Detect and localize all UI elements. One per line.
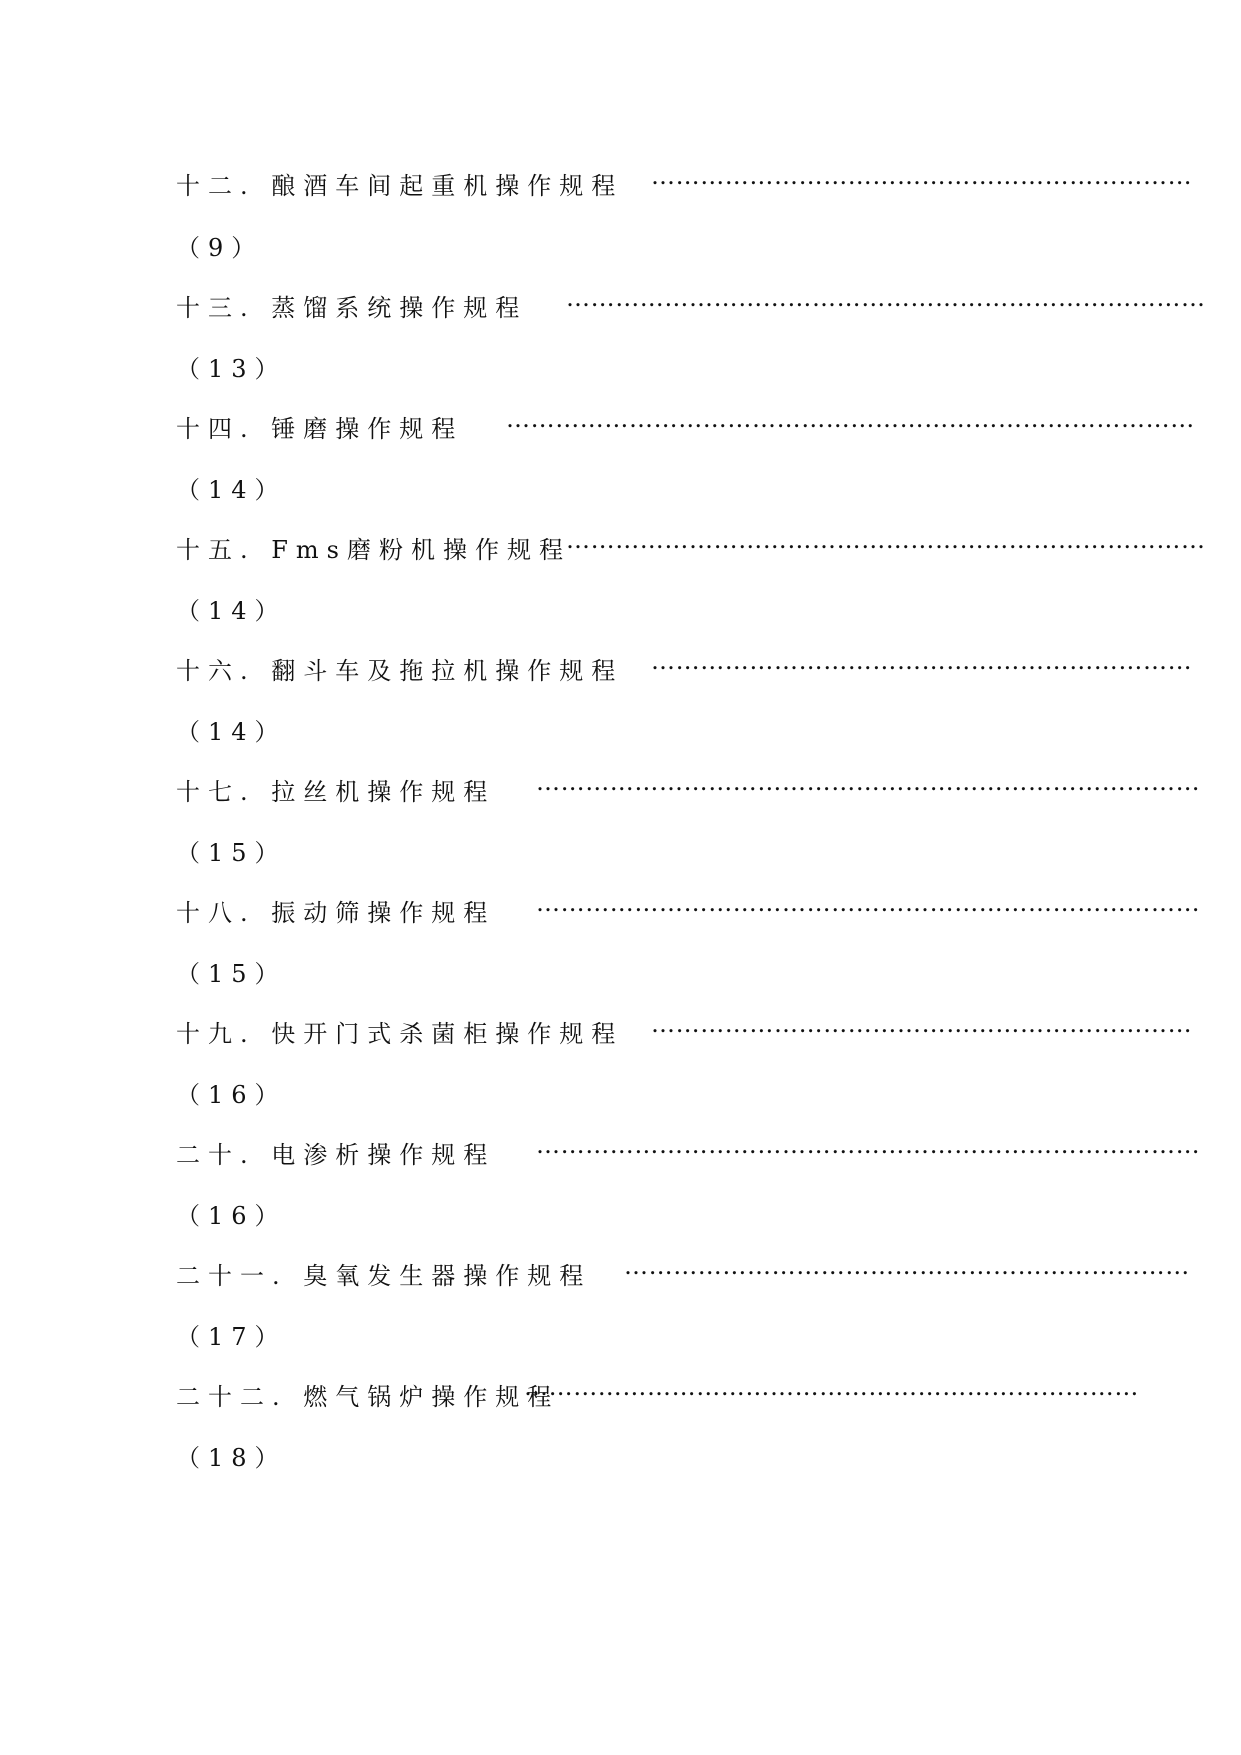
toc-entry[interactable] [176, 1371, 1139, 1411]
toc-entry[interactable] [176, 645, 1193, 685]
toc-entry-title: 二十二. 燃气锅炉操作规程 [176, 1383, 560, 1411]
toc-page-row [176, 222, 1111, 262]
toc-entry[interactable] [176, 766, 1201, 806]
toc-entry-title: 十三. 蒸馏系统操作规程 [176, 294, 528, 322]
toc-page-row [176, 343, 1111, 383]
toc-entry[interactable] [176, 1008, 1193, 1048]
toc-leader-dots: ………………………………………………………… [651, 1010, 1193, 1038]
toc-entry-page: （18） [176, 1444, 287, 1472]
toc-entry[interactable] [176, 1250, 1190, 1290]
toc-leader-dots: …………………………………………………………… [624, 1252, 1190, 1280]
toc-entry[interactable] [176, 1129, 1201, 1169]
toc-page-row [176, 1190, 1111, 1230]
toc-page-row [176, 1069, 1111, 1109]
toc-entry-page: （17） [176, 1323, 287, 1351]
toc-leader-dots: ………………………………………………………………………… [506, 405, 1195, 433]
toc-leader-dots: …………………………………………………………………… [566, 284, 1206, 312]
toc-entry-title: 十七. 拉丝机操作规程 [176, 778, 496, 806]
toc-leader-dots: ………………………………………………………… [651, 647, 1193, 675]
toc-leader-dots: ………………………………………………………… [651, 162, 1193, 190]
toc-entry-title: 十四. 锤磨操作规程 [176, 415, 464, 443]
toc-entry-title: 二十一. 臭氧发生器操作规程 [176, 1262, 592, 1290]
toc-page-row [176, 948, 1111, 988]
toc-entry-page: （16） [176, 1202, 287, 1230]
toc-entry-page: （13） [176, 355, 287, 383]
toc-entry-title: 二十. 电渗析操作规程 [176, 1141, 496, 1169]
toc-leader-dots: …………………………………………………………………… [566, 526, 1206, 554]
toc-leader-dots: ……………………………………………………………………… [536, 1131, 1201, 1159]
toc-entry[interactable] [176, 887, 1201, 927]
toc-entry-page: （15） [176, 839, 287, 867]
toc-entry[interactable] [176, 160, 1193, 200]
toc-entry-page: （14） [176, 597, 287, 625]
toc-entry[interactable] [176, 403, 1195, 443]
toc-leader-dots: ………………………………………………………………… [524, 1373, 1139, 1401]
toc-entry-title: 十二. 酿酒车间起重机操作规程 [176, 172, 624, 200]
toc-entry[interactable] [176, 282, 1206, 322]
toc-page-row [176, 585, 1111, 625]
toc-page-row [176, 1432, 1111, 1472]
toc-entry-page: （9） [176, 234, 264, 262]
toc-page-row [176, 464, 1111, 504]
toc-entry[interactable] [176, 524, 1206, 564]
toc-entry-page: （15） [176, 960, 287, 988]
toc-page-row [176, 1311, 1111, 1351]
toc-page-row [176, 827, 1111, 867]
toc-entry-title: 十九. 快开门式杀菌柜操作规程 [176, 1020, 624, 1048]
toc-entry-page: （14） [176, 718, 287, 746]
toc-page-row [176, 706, 1111, 746]
toc-entry-title: 十五. Fms磨粉机操作规程 [176, 536, 571, 564]
toc-entry-page: （16） [176, 1081, 287, 1109]
toc-entry-page: （14） [176, 476, 287, 504]
toc-leader-dots: ……………………………………………………………………… [536, 889, 1201, 917]
toc-entry-title: 十八. 振动筛操作规程 [176, 899, 496, 927]
toc-leader-dots: ……………………………………………………………………… [536, 768, 1201, 796]
toc-entry-title: 十六. 翻斗车及拖拉机操作规程 [176, 657, 624, 685]
